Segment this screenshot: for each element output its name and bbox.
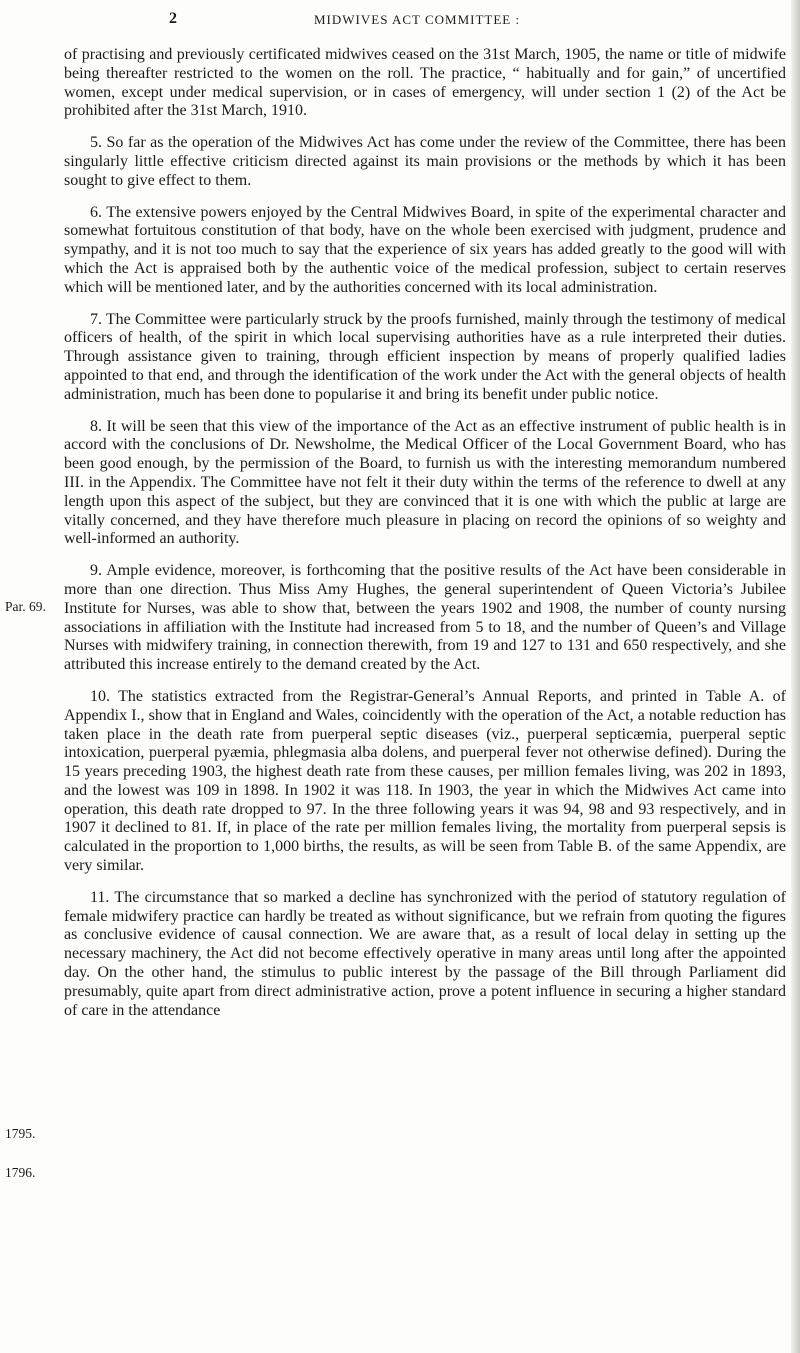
paragraph-11: 11. The circumstance that so marked a decline has synchronized with the period of statutory regulation of female midwifery practice can hardly be treated as without significance, but we refrain from quoting the figures as conclusive evidence of causal connection. We are aware that, as a result of local delay in setting up the necessary machinery, the Act did not become effectively operative in many areas until long after the appointed day. On the other hand, the stimulus to public interest by the passage of the Bill through Parliament did presumably, quite apart from direct administrative action, prove a potent influence in securing a higher standard of care in the attendance — [64, 888, 786, 1019]
margin-note-1795: 1795. — [5, 1126, 36, 1141]
paragraph-8: 8. It will be seen that this view of the importance of the Act as an effective instrument of public health is in accord with the conclusions of Dr. Newsholme, the Medical Officer of the Local Government Board, who has been good enough, by the permission of the Board, to furnish us with the interesting memorandum numbered III. in the Appendix. The Committee have not felt it their duty within the terms of the reference to dwell at any length upon this aspect of the subject, but they are convinced that it is one with which the public at large are vitally concerned, and they have therefore much pleasure in placing on record the opinions of so weighty and well-informed an authority. — [64, 417, 786, 548]
paragraph-7: 7. The Committee were particularly struck by the proofs furnished, mainly through the testimony of medical officers of health, of the spirit in which local supervising authorities have as a rule interpreted their duties. Through assistance given to training, through efficient inspection by means of properly qualified ladies appointed to that end, and through the identification of the work under the Act with the general objects of health administration, much has been done to popularise it and bring its benefit under public notice. — [64, 310, 786, 403]
body-text — [64, 46, 786, 1033]
page-edge — [791, 0, 800, 1353]
paragraph-10: 10. The statistics extracted from the Registrar-General’s Annual Reports, and printed in Table A. of Appendix I., show that in England and Wales, coincidently with the operation of the Act, a notable reduction has taken place in the death rate from puerperal septic diseases (viz., puerperal septicæmia, puerperal septic intoxication, puerperal pyæmia, phlegmasia alba dolens, and puerperal fever not otherwise defined). During the 15 years preceding 1903, the highest death rate from these causes, per million females living, was 202 in 1893, and the lowest was 109 in 1898. In 1902 it was 118. In 1903, the year in which the Midwives Act came into operation, this death rate dropped to 97. In the three following years it was 94, 98 and 93 respectively, and in 1907 it declined to 81. If, in place of the rate per million females living, the mortality from puerperal sepsis is calculated in the proportion to 1,000 births, the results, as will be seen from Table B. of the same Appendix, are very similar. — [64, 687, 786, 875]
page-header — [0, 8, 800, 38]
paragraph-6: 6. The extensive powers enjoyed by the Central Midwives Board, in spite of the experimental character and somewhat fortuitous constitution of that body, have on the whole been exercised with judgment, prudence and sympathy, and it is not too much to say that the experience of six years has added greatly to the good will with which the Act is appraised both by the authentic voice of the medical profession, subject to certain reserves which will be mentioned later, and by the authorities concerned with its local administration. — [64, 203, 786, 296]
margin-note-par-69: Par. 69. — [5, 599, 46, 614]
margin-note-1796: 1796. — [5, 1165, 36, 1180]
running-head: MIDWIVES ACT COMMITTEE : — [314, 12, 521, 27]
page-number: 2 — [169, 10, 177, 27]
paragraph-9: 9. Ample evidence, moreover, is forthcoming that the positive results of the Act have been considerable in more than one direction. Thus Miss Amy Hughes, the general superintendent of Queen Victoria’s Jubilee Institute for Nurses, was able to show that, between the years 1902 and 1908, the number of county nursing associations in affiliation with the Institute had increased from 5 to 18, and the number of Queen’s and Village Nurses with midwifery training, in connection therewith, from 19 and 127 to 131 and 650 respectively, and she attributed this increase entirely to the demand created by the Act. — [64, 562, 786, 674]
paragraph-5: 5. So far as the operation of the Midwives Act has come under the review of the Committee, there has been singularly little effective criticism directed against its main provisions or the methods by which it has been sought to give effect to them. — [64, 134, 786, 189]
paragraph-continuation: of practising and previously certificated midwives ceased on the 31st March, 1905, the name or title of midwife being thereafter restricted to the women on the roll. The practice, “ habitually and for gain,” of uncertified women, except under medical supervision, or in cases of emergency, will under section 1 (2) of the Act be prohibited after the 31st March, 1910. — [64, 46, 786, 120]
